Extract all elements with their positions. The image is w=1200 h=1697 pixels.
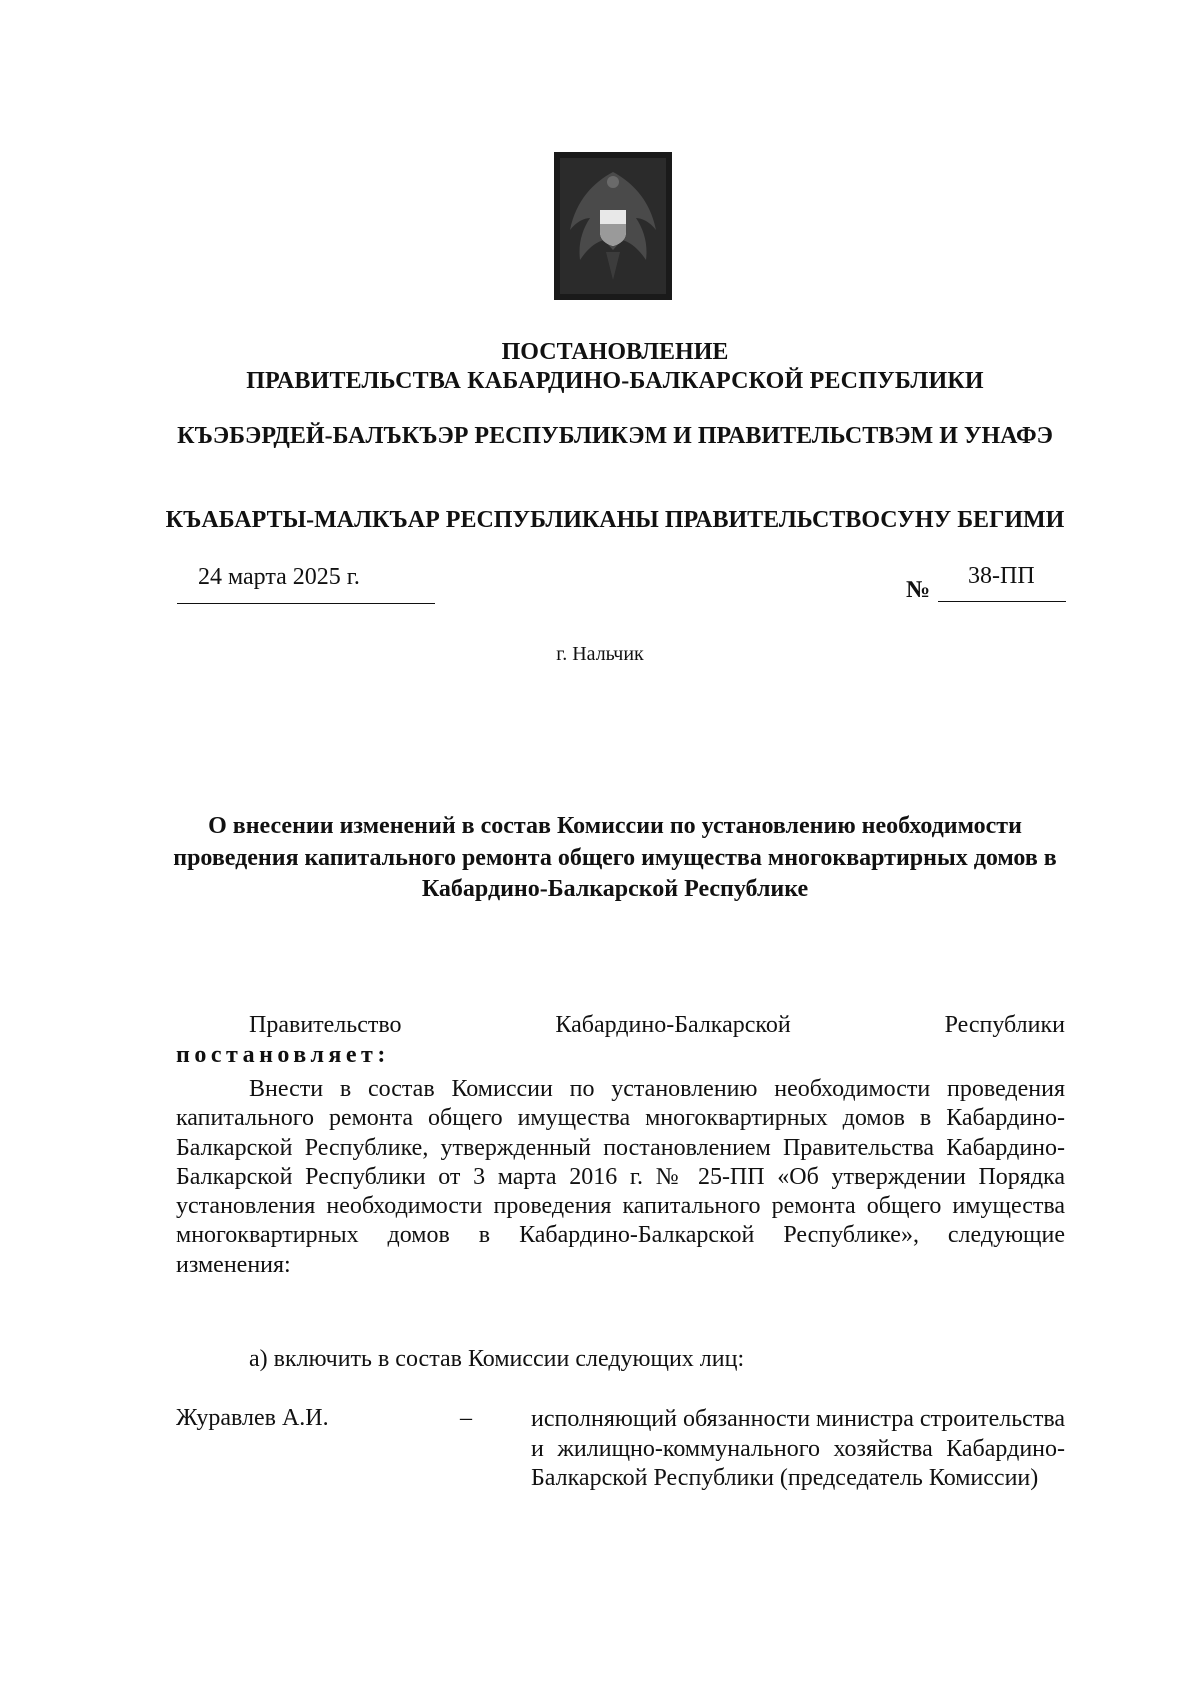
gov-word: Кабардино-Балкарской: [555, 1012, 791, 1038]
document-date: 24 марта 2025 г.: [198, 564, 360, 590]
header-government-kabardian: КЪЭБЭРДЕЙ-БАЛЪКЪЭР РЕСПУБЛИКЭМ И ПРАВИТЕЛЬСТВЭМ И УНАФЭ: [177, 423, 1053, 449]
header-government-ru: ПРАВИТЕЛЬСТВА КАБАРДИНО-БАЛКАРСКОЙ РЕСПУБЛИКИ: [246, 368, 984, 394]
number-underline: [938, 601, 1066, 602]
government-line: [176, 1011, 1065, 1040]
document-number: 38-ПП: [968, 563, 1035, 589]
date-underline: [177, 603, 435, 604]
number-sign: №: [906, 577, 931, 603]
member-name: Журавлев А.И.: [176, 1405, 329, 1431]
member-role: исполняющий обязанности министра строительства и жилищно-коммунального хозяйства Кабардино-Балкарской Республики (председатель Комиссии): [531, 1406, 1065, 1491]
member-dash: –: [460, 1405, 472, 1431]
coat-of-arms-emblem: [554, 152, 672, 300]
document-title: О внесении изменений в состав Комиссии по установлению необходимости проведения капитального ремонта общего имущества многоквартирных домов в Кабардино-Балкарской Республике: [173, 813, 1057, 902]
header-government-balkar: КЪАБАРТЫ-МАЛКЪАР РЕСПУБЛИКАНЫ ПРАВИТЕЛЬСТВОСУНУ БЕГИМИ: [165, 507, 1065, 533]
decree-word: постановляет:: [176, 1042, 390, 1068]
list-item-a: а) включить в состав Комиссии следующих лиц:: [249, 1346, 745, 1372]
document-city: г. Нальчик: [556, 643, 644, 665]
main-paragraph: Внести в состав Комиссии по установлению необходимости проведения капитального ремонта общего имущества многоквартирных домов в Кабардино-Балкарской Республике, утвержденный постановлением Правительства Кабардино-Балкарской Республики от 3 марта 2016 г. № 25-ПП «Об утверждении Порядка установления необходимости проведения капитального ремонта общего имущества многоквартирных домов в Кабардино-Балкарской Республике», следующие изменения:: [176, 1076, 1065, 1278]
gov-word: Республики: [944, 1012, 1065, 1038]
header-title: ПОСТАНОВЛЕНИЕ: [501, 339, 729, 365]
gov-word: Правительство: [249, 1012, 402, 1038]
